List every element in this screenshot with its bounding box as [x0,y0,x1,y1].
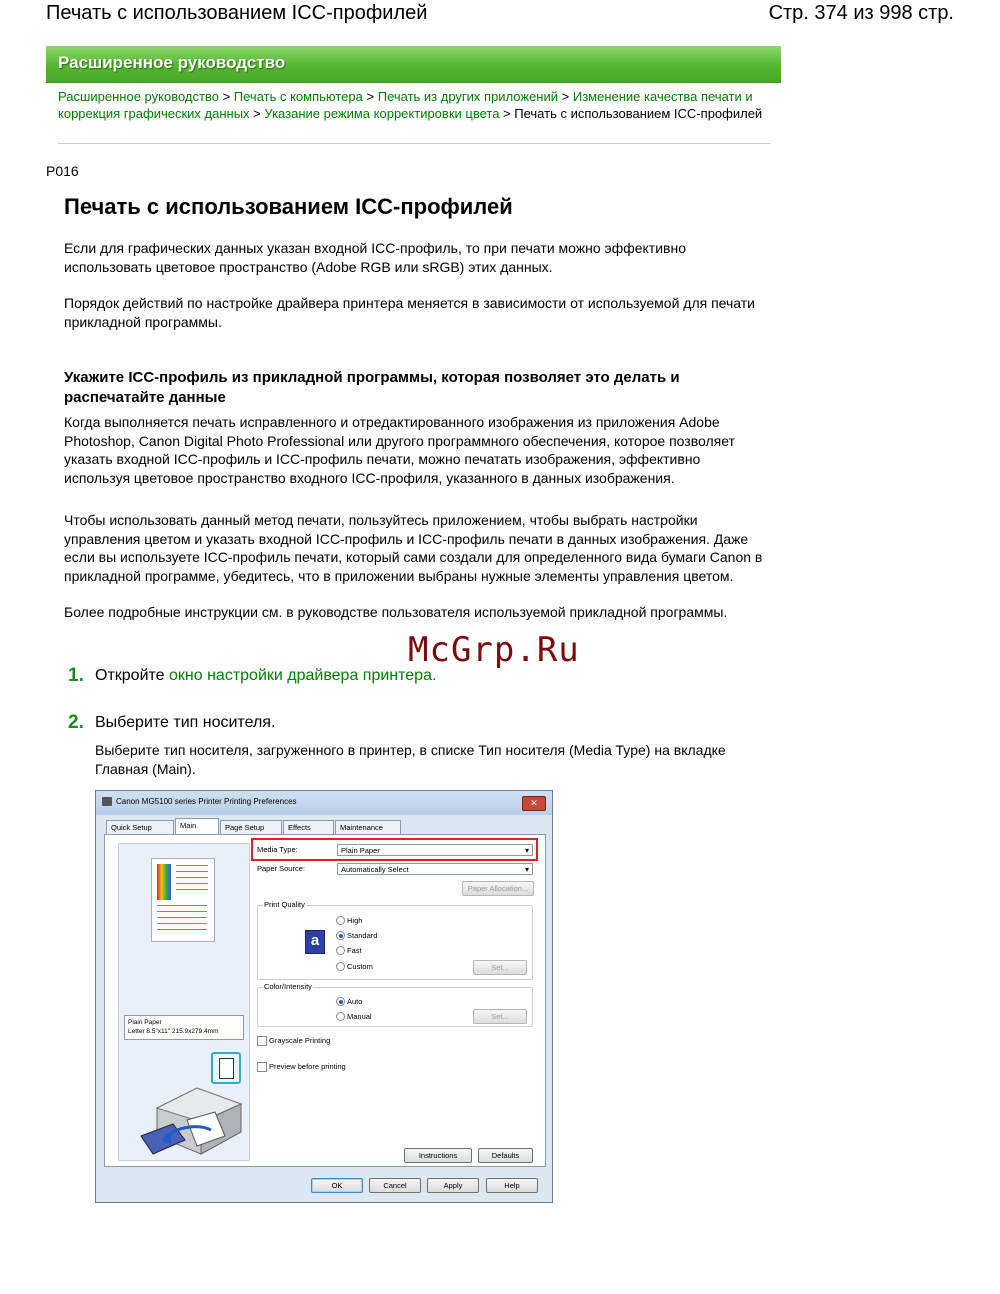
ok-button[interactable]: OK [311,1178,363,1193]
color-intensity-group [257,982,533,1027]
paper-source-label: Paper Source: [257,864,305,873]
section-paragraph: Чтобы использовать данный метод печати, пользуйтесь приложением, чтобы выбрать настройки управления цветом и указать входной ICC-профиль и ICC-профиль печати в данных изображения. Даже если вы используете ICC-профиль печати, который сами создали для определенного вида бумаги Canon в прикладной программе, убедитесь, что в приложении выбраны нужные элементы управления цветом. [64,512,763,584]
section-paragraph: Более подробные инструкции см. в руководстве пользователя используемой прикладной программы. [64,604,728,620]
printer-icon [102,797,112,806]
color-manual-radio[interactable]: Manual [336,1012,372,1021]
intro-paragraph: Если для графических данных указан входной ICC-профиль, то при печати можно эффективно использовать цветовое пространство (Adobe RGB или sRGB) этих данных. [64,240,686,275]
step-text: Выберите тип носителя. [95,714,276,731]
section-paragraph: Когда выполняется печать исправленного и отредактированного изображения из приложения Adobe Photoshop, Canon Digital Photo Professional или другого программного обеспечения, которое позволяет указать входной ICC-профиль и ICC-профиль печати, можно печатать изображения, эффективно используя цветовое пространство входного ICC-профиля, указанного в данных изображения. [64,414,735,486]
page-header [0,0,1000,30]
tab-effects[interactable]: Effects [283,820,334,834]
cancel-button[interactable]: Cancel [369,1178,421,1193]
print-quality-group [257,900,533,980]
intro-paragraph: Порядок действий по настройке драйвера принтера меняется в зависимости от используемой для печати прикладной программы. [64,295,755,330]
color-intensity-label: Color/Intensity [264,982,312,991]
quality-icon: a [305,930,325,954]
breadcrumb-separator: > [253,106,261,121]
watermark: McGrp.Ru [408,630,580,670]
quality-standard-radio[interactable]: Standard [336,931,377,940]
breadcrumb-link[interactable]: Расширенное руководство [58,89,219,104]
divider [58,143,770,144]
breadcrumb-separator: > [503,106,511,121]
main-tab-panel [104,834,546,1167]
dialog-title: Canon MG5100 series Printer Printing Preferences [116,797,297,806]
preview-before-printing-checkbox[interactable]: Preview before printing [257,1062,346,1071]
breadcrumb-current: Печать с использованием ICC-профилей [514,106,763,121]
tab-main[interactable]: Main [175,818,219,835]
page-indicator: Стр. 374 из 998 стр. [768,2,954,24]
printer-preferences-dialog [95,790,553,1203]
media-type-highlight [251,838,538,861]
media-info-box [124,1015,244,1040]
paper-allocation-button[interactable]: Paper Allocation... [462,881,534,896]
media-info-type: Plain Paper [128,1019,162,1026]
step-prefix: Откройте [95,667,169,684]
color-set-button[interactable]: Set... [473,1009,527,1024]
breadcrumb [58,88,763,122]
section-heading: Укажите ICC-профиль из прикладной программы, которая позволяет это делать и распечатайте данные [64,369,680,406]
driver-setup-link[interactable]: окно настройки драйвера принтера. [169,667,437,684]
media-info-size: Letter 8.5"x11" 215.9x279.4mm [128,1028,219,1035]
breadcrumb-link[interactable]: Печать из других приложений [377,89,559,104]
grayscale-checkbox[interactable]: Grayscale Printing [257,1036,330,1045]
paper-source-select[interactable]: Automatically Select ▾ [337,863,533,875]
help-button[interactable]: Help [486,1178,538,1193]
step-description: Выберите тип носителя, загруженного в принтер, в списке Тип носителя (Media Type) на вкладке Главная (Main). [95,742,726,777]
print-quality-label: Print Quality [264,900,305,909]
defaults-button[interactable]: Defaults [478,1148,533,1163]
media-type-select[interactable]: Plain Paper ▾ [337,844,533,856]
breadcrumb-link[interactable]: Изменение качества печати и коррекция графических данных [58,89,753,121]
tab-maintenance[interactable]: Maintenance [335,820,401,834]
quality-custom-radio[interactable]: Custom [336,962,373,971]
document-title: Печать с использованием ICC-профилей [46,2,428,24]
close-button[interactable]: ✕ [522,796,546,811]
step-number: 2. [68,712,84,733]
color-auto-radio[interactable]: Auto [336,997,362,1006]
page-title: Печать с использованием ICC-профилей [64,194,513,219]
breadcrumb-separator: > [222,89,231,104]
breadcrumb-link[interactable]: Указание режима корректировки цвета [264,106,500,121]
tab-page-setup[interactable]: Page Setup [220,820,282,834]
quality-set-button[interactable]: Set... [473,960,527,975]
step-text [95,667,436,685]
tab-quick-setup[interactable]: Quick Setup [106,820,174,834]
page-code: P016 [46,163,79,179]
printer-illustration-icon [137,1074,247,1156]
apply-button[interactable]: Apply [427,1178,479,1193]
paper-preview-image [151,858,215,942]
banner-label: Расширенное руководство [58,53,286,72]
quality-high-radio[interactable]: High [336,916,362,925]
section-banner [46,46,781,83]
preview-pane [118,843,250,1161]
breadcrumb-separator: > [366,89,375,104]
instructions-button[interactable]: Instructions [404,1148,472,1163]
step-number: 1. [68,665,84,686]
breadcrumb-separator: > [561,89,570,104]
dialog-titlebar [96,791,552,815]
media-type-label: Media Type: [257,845,298,854]
breadcrumb-link[interactable]: Печать с компьютера [233,89,363,104]
quality-fast-radio[interactable]: Fast [336,946,362,955]
